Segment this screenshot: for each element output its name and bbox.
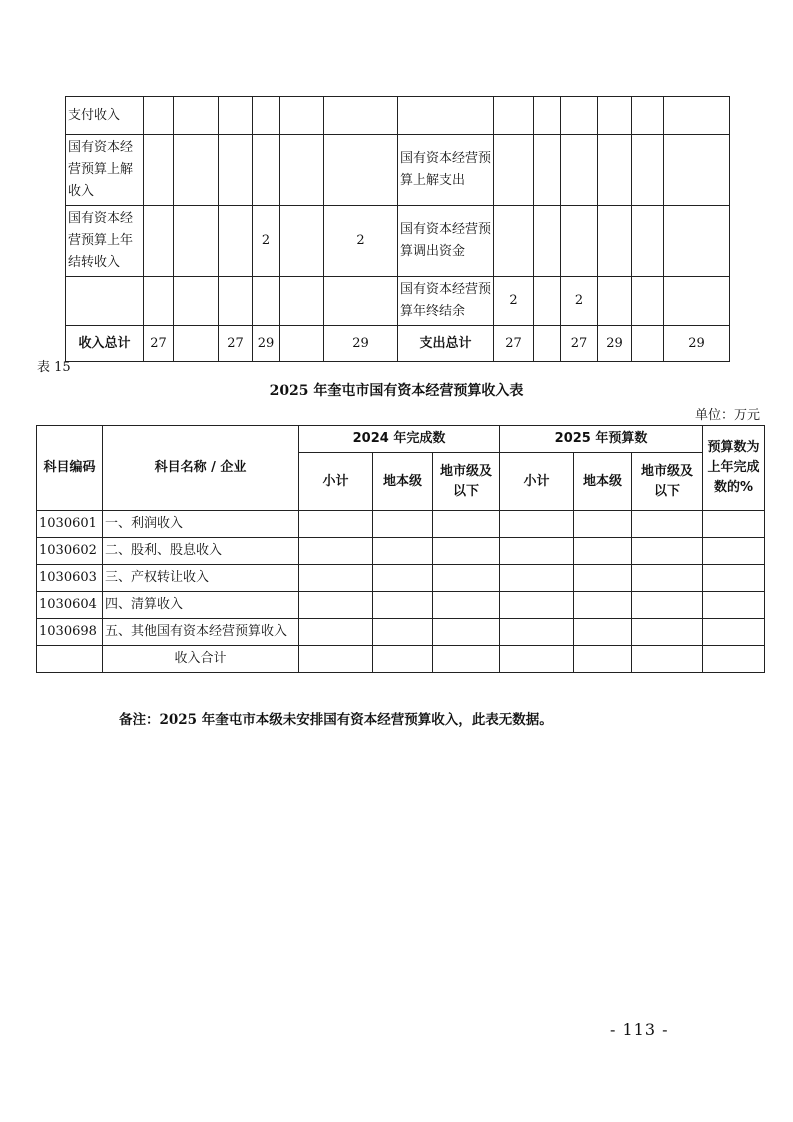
subject-name: 五、其他国有资本经营预算收入 (103, 619, 299, 646)
table-row (37, 592, 765, 619)
value-cell: 27 (561, 326, 598, 362)
total-label: 收入合计 (103, 646, 299, 673)
table-row (37, 619, 765, 646)
value-cell: 2 (324, 206, 398, 277)
row-label: 国有资本经营预算上解收入 (66, 135, 144, 206)
table-row (66, 206, 730, 277)
income-total-label: 收入总计 (66, 326, 144, 362)
subject-code: 1030604 (37, 592, 103, 619)
value-cell: 2 (253, 206, 280, 277)
subject-code: 1030698 (37, 619, 103, 646)
header-subtotal: 小计 (299, 453, 373, 511)
header-code: 科目编码 (37, 426, 103, 511)
subject-name: 一、利润收入 (103, 511, 299, 538)
row-label: 国有资本经营预算上年结转收入 (66, 206, 144, 277)
subject-name: 三、产权转让收入 (103, 565, 299, 592)
value-cell: 2 (494, 277, 534, 326)
header-2025: 2025 年预算数 (500, 426, 703, 453)
header-ratio: 预算数为上年完成数的% (703, 426, 765, 511)
page-number: - 113 - (610, 1020, 669, 1039)
row-label: 支付收入 (66, 97, 144, 135)
expense-total-label: 支出总计 (398, 326, 494, 362)
table-row (37, 565, 765, 592)
total-row (66, 326, 730, 362)
header-row (37, 426, 765, 453)
header-local: 地本级 (373, 453, 433, 511)
value-cell: 27 (494, 326, 534, 362)
table-row (66, 135, 730, 206)
value-cell: 27 (144, 326, 174, 362)
table-number: 表 15 (37, 360, 71, 375)
subject-code: 1030603 (37, 565, 103, 592)
header-below: 地市级及以下 (632, 453, 703, 511)
total-row (37, 646, 765, 673)
value-cell: 27 (219, 326, 253, 362)
page-title: 2025 年奎屯市国有资本经营预算收入表 (269, 383, 524, 399)
value-cell: 29 (598, 326, 632, 362)
revenue-table (36, 425, 765, 673)
subject-code: 1030601 (37, 511, 103, 538)
header-local: 地本级 (574, 453, 632, 511)
value-cell: 2 (561, 277, 598, 326)
row-label (398, 97, 494, 135)
header-2024: 2024 年完成数 (299, 426, 500, 453)
remark-note: 备注：2025 年奎屯市本级未安排国有资本经营预算收入，此表无数据。 (119, 712, 553, 728)
value-cell: 29 (253, 326, 280, 362)
header-name: 科目名称 / 企业 (103, 426, 299, 511)
value-cell: 29 (324, 326, 398, 362)
subject-name: 四、清算收入 (103, 592, 299, 619)
table-row (37, 511, 765, 538)
row-label: 国有资本经营预算年终结余 (398, 277, 494, 326)
table-row (66, 277, 730, 326)
header-below: 地市级及以下 (433, 453, 500, 511)
budget-balance-table-continued (65, 96, 730, 362)
subject-name: 二、股利、股息收入 (103, 538, 299, 565)
subject-code: 1030602 (37, 538, 103, 565)
table-row (37, 538, 765, 565)
row-label: 国有资本经营预算调出资金 (398, 206, 494, 277)
unit-label: 单位：万元 (694, 408, 760, 423)
row-label: 国有资本经营预算上解支出 (398, 135, 494, 206)
header-subtotal: 小计 (500, 453, 574, 511)
value-cell: 29 (664, 326, 730, 362)
table-row (66, 97, 730, 135)
